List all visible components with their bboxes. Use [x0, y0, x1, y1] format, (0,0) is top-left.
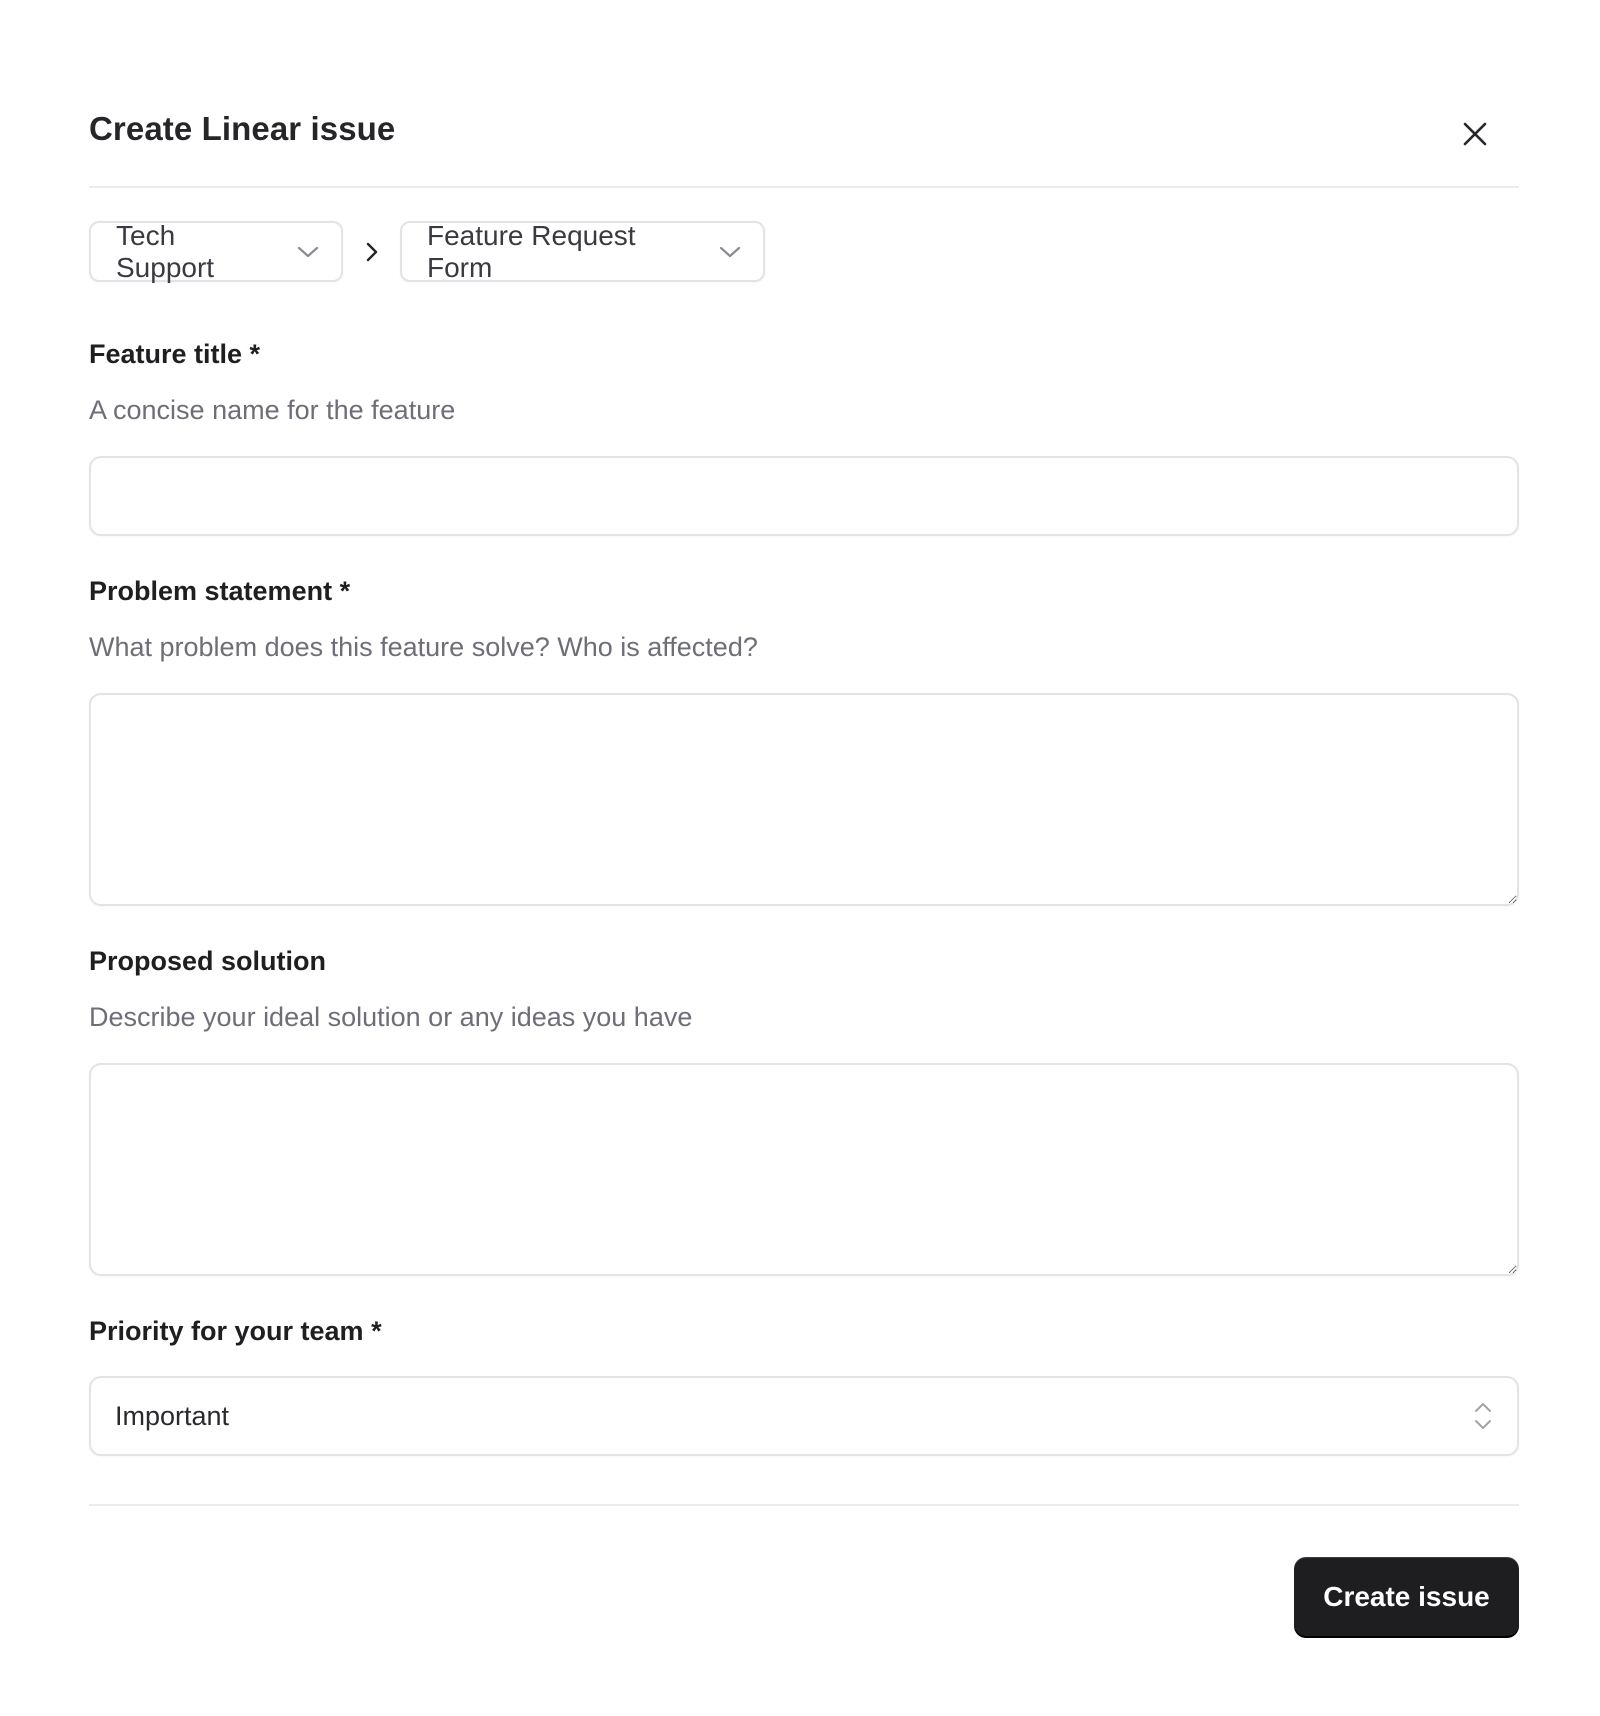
dialog-header: [89, 96, 1519, 188]
proposed-solution-label: Proposed solution: [89, 946, 327, 976]
feature-title-label: Feature title *: [89, 339, 261, 369]
team-select-label: Tech Support: [116, 219, 215, 283]
proposed-solution-field: [89, 943, 1519, 1035]
proposed-solution-textarea[interactable]: [89, 1063, 1519, 1276]
problem-statement-textarea[interactable]: [89, 693, 1519, 906]
footer-divider: [89, 1504, 1519, 1506]
feature-title-field: [89, 336, 1519, 428]
close-icon: [1462, 121, 1488, 147]
problem-statement-label: Problem statement *: [89, 576, 351, 606]
priority-select-value: Important: [115, 1400, 230, 1431]
chevron-right-icon: [343, 241, 400, 263]
feature-title-input[interactable]: [89, 456, 1519, 536]
template-select-label: Feature Request Form: [427, 219, 636, 283]
chevron-down-icon: [719, 245, 741, 259]
problem-statement-help: What problem does this feature solve? Who is affected?: [89, 632, 758, 662]
priority-field: [89, 1313, 1519, 1349]
dialog-title: Create Linear issue: [89, 110, 396, 147]
feature-title-help: A concise name for the feature: [89, 395, 456, 425]
select-updown-icon: [1473, 1400, 1493, 1432]
breadcrumb: [89, 219, 765, 284]
proposed-solution-help: Describe your ideal solution or any ideas you have: [89, 1002, 693, 1032]
create-issue-dialog: [89, 0, 1519, 1716]
priority-select[interactable]: [89, 1376, 1519, 1456]
team-select[interactable]: [89, 221, 343, 282]
problem-statement-field: [89, 573, 1519, 665]
create-issue-button[interactable]: Create issue: [1294, 1557, 1519, 1636]
close-button[interactable]: [1455, 114, 1495, 154]
template-select[interactable]: [400, 221, 765, 282]
chevron-down-icon: [297, 245, 319, 259]
priority-label: Priority for your team *: [89, 1316, 382, 1346]
